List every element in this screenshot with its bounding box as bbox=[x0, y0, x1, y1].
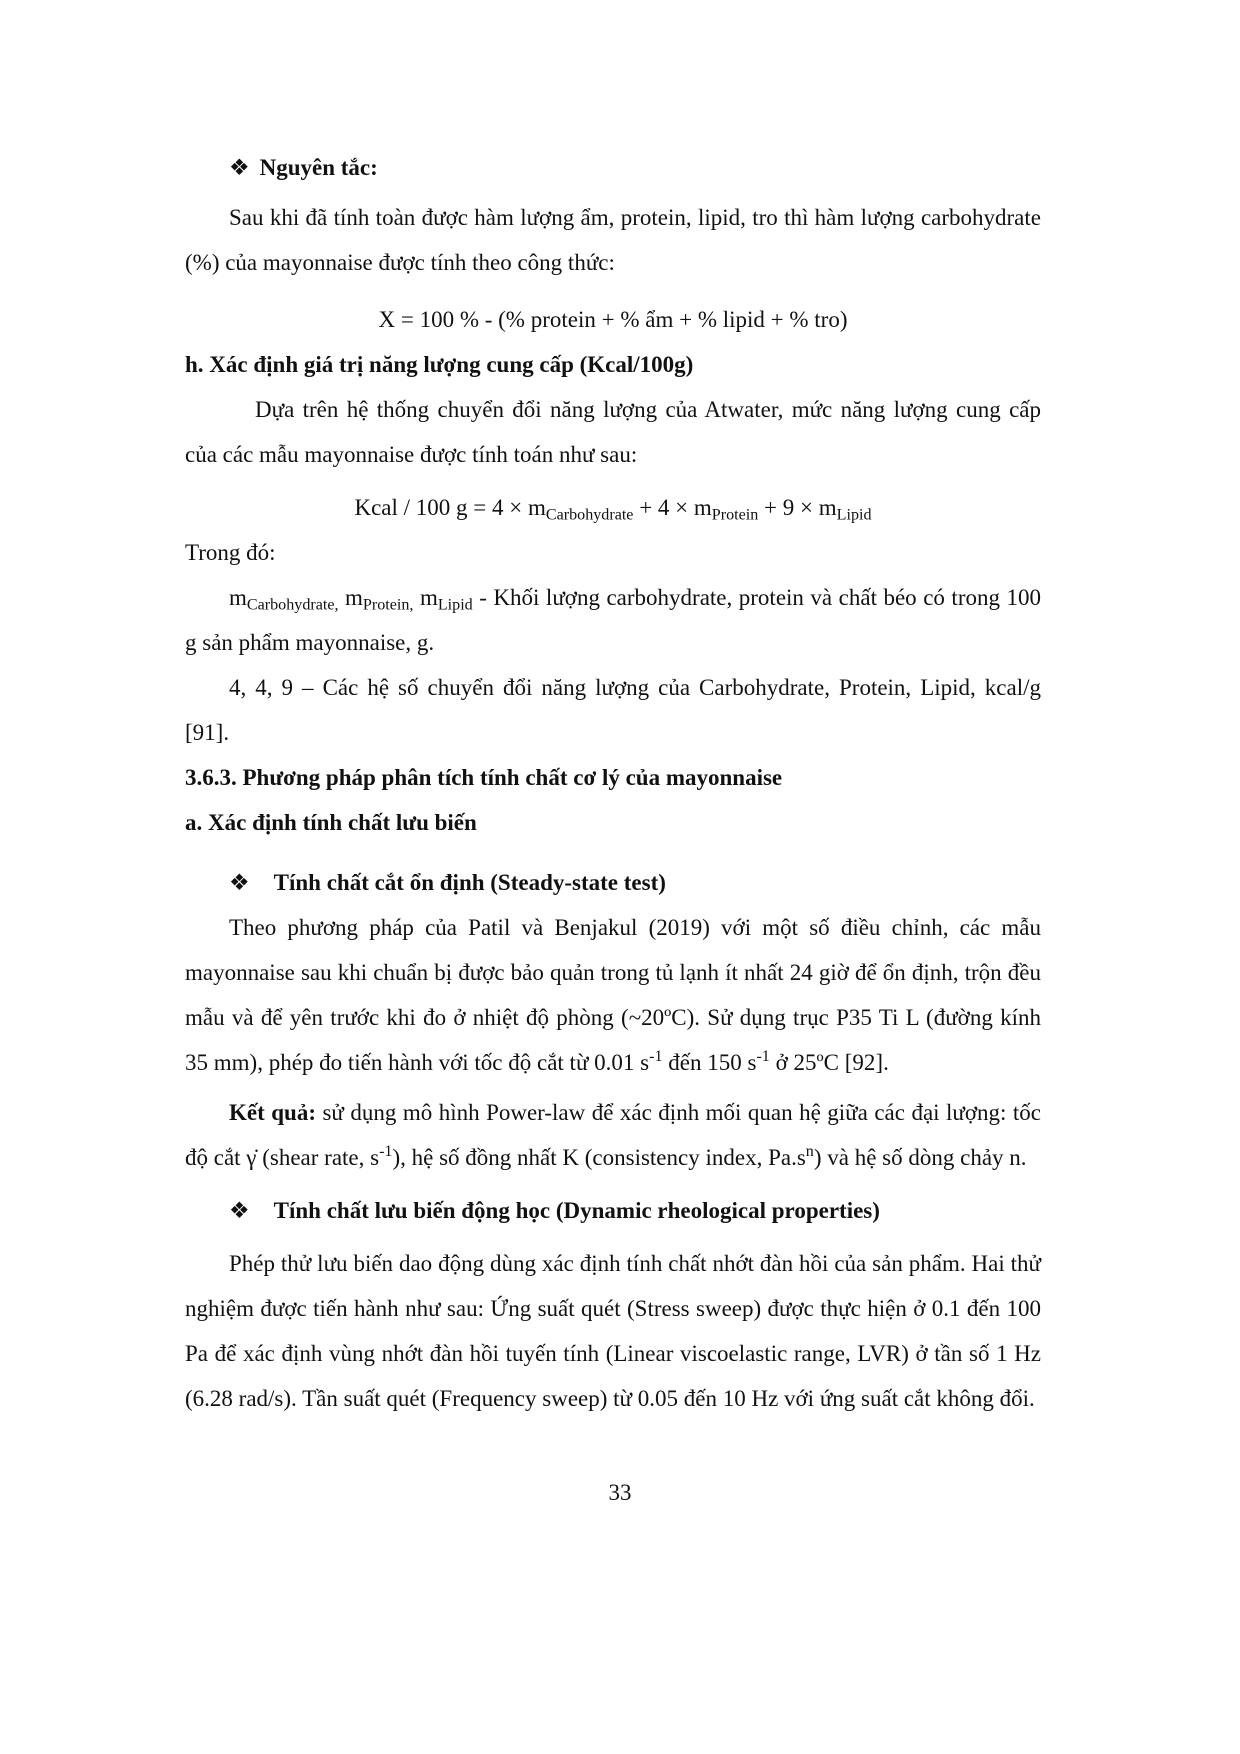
subscript-lipid: Lipid bbox=[836, 506, 872, 524]
diamond-bullet-icon: ❖ bbox=[229, 870, 250, 895]
page-content bbox=[185, 145, 1041, 1421]
subscript-carbohydrate: Carbohydrate bbox=[545, 506, 634, 524]
paragraph-dynamic: Phép thử lưu biến dao động dùng xác định tính chất nhớt đàn hồi của sản phẩm. Hai thử nghiệm được tiến hành như sau: Ứng suất quét (Stress sweep) được thực hiện ở 0.1 đến 100 Pa để xác định vùng nhớt đàn hồi tuyến tính (Linear viscoelastic range, LVR) ở tần số 1 Hz (6.28 rad/s). Tần suất quét (Frequency sweep) từ 0.05 đến 10 Hz với ứng suất cắt không đổi. bbox=[185, 1251, 1041, 1411]
formula-energy bbox=[185, 485, 1041, 530]
subscript-protein: Protein bbox=[711, 506, 759, 524]
result-text: ) và hệ số dòng chảy n. bbox=[813, 1145, 1027, 1170]
paragraph-carbohydrate: Sau khi đã tính toàn được hàm lượng ẩm, protein, lipid, tro thì hàm lượng carbohydrate (%) của mayonnaise được tính theo công thức: bbox=[185, 205, 1041, 275]
heading-a-rheology: a. Xác định tính chất lưu biến bbox=[185, 810, 477, 835]
steady-text: ở 25ºC [92]. bbox=[769, 1050, 889, 1075]
formula-energy-text: + 9 × m bbox=[758, 495, 837, 520]
paragraph-coefficients: 4, 4, 9 – Các hệ số chuyển đổi năng lượng của Carbohydrate, Protein, Lipid, kcal/g [91]. bbox=[185, 675, 1041, 745]
paragraph-atwater: Dựa trên hệ thống chuyển đổi năng lượng của Atwater, mức năng lượng cung cấp của các mẫu mayonnaise được tính toán như sau: bbox=[185, 397, 1041, 467]
bullet-steady-state bbox=[229, 860, 1041, 905]
heading-energy: h. Xác định giá trị năng lượng cung cấp (Kcal/100g) bbox=[185, 352, 694, 377]
diamond-bullet-icon: ❖ bbox=[229, 155, 250, 180]
formula-energy-text: + 4 × m bbox=[633, 495, 712, 520]
paragraph-result bbox=[185, 1090, 1041, 1180]
where-label: Trong đó: bbox=[185, 540, 276, 565]
superscript-inverse-second: -1 bbox=[379, 1143, 393, 1161]
subscript-carbohydrate: Carbohydrate, bbox=[246, 596, 339, 614]
mass-text: m bbox=[229, 585, 247, 610]
result-text: ), hệ số đồng nhất K (consistency index, Pa.s bbox=[392, 1145, 806, 1170]
subscript-lipid: Lipid bbox=[437, 596, 473, 614]
bullet-steady-label: Tính chất cắt ổn định (Steady-state test) bbox=[273, 870, 666, 895]
bullet-principle-label: Nguyên tắc: bbox=[259, 155, 378, 180]
superscript-inverse-second: -1 bbox=[649, 1048, 663, 1066]
result-lead-label: Kết quả: bbox=[229, 1100, 316, 1125]
heading-3-6-3: 3.6.3. Phương pháp phân tích tính chất cơ lý của mayonnaise bbox=[185, 765, 783, 790]
paragraph-mass-definition bbox=[185, 575, 1041, 665]
result-text: sử dụng mô hình Power-law để xác định mối quan hệ giữa các đại lượng: tốc độ cắt γ̇ (shear rate, s bbox=[185, 1100, 1041, 1170]
formula-energy-text: Kcal / 100 g = 4 × m bbox=[354, 495, 546, 520]
page-number: 33 bbox=[608, 1480, 632, 1505]
bullet-dynamic bbox=[229, 1188, 1041, 1233]
subscript-protein: Protein, bbox=[362, 596, 414, 614]
steady-text: đến 150 s bbox=[662, 1050, 757, 1075]
superscript-inverse-second: -1 bbox=[756, 1048, 770, 1066]
mass-text: m bbox=[338, 585, 363, 610]
paragraph-steady-state bbox=[185, 905, 1041, 1085]
mass-text: - Khối lượng carbohydrate, protein và chất béo có trong 100 g sản phẩm mayonnaise, g. bbox=[185, 585, 1041, 655]
superscript-flow-index: n bbox=[805, 1143, 814, 1161]
formula-carbohydrate: X = 100 % - (% protein + % ẩm + % lipid + % tro) bbox=[378, 307, 848, 332]
bullet-dynamic-label: Tính chất lưu biến động học (Dynamic rheological properties) bbox=[273, 1198, 880, 1223]
bullet-principle bbox=[229, 145, 1041, 190]
steady-text: Theo phương pháp của Patil và Benjakul (2019) với một số điều chỉnh, các mẫu mayonnaise sau khi chuẩn bị được bảo quản trong tủ lạnh ít nhất 24 giờ để ổn định, trộn đều mẫu và để yên trước khi đo ở nhiệt độ phòng (~20ºC). Sử dụng trục P35 Ti L (đường kính 35 mm), phép đo tiến hành với tốc độ cắt từ 0.01 s bbox=[185, 915, 1041, 1075]
diamond-bullet-icon: ❖ bbox=[229, 1198, 250, 1223]
mass-text: m bbox=[413, 585, 438, 610]
